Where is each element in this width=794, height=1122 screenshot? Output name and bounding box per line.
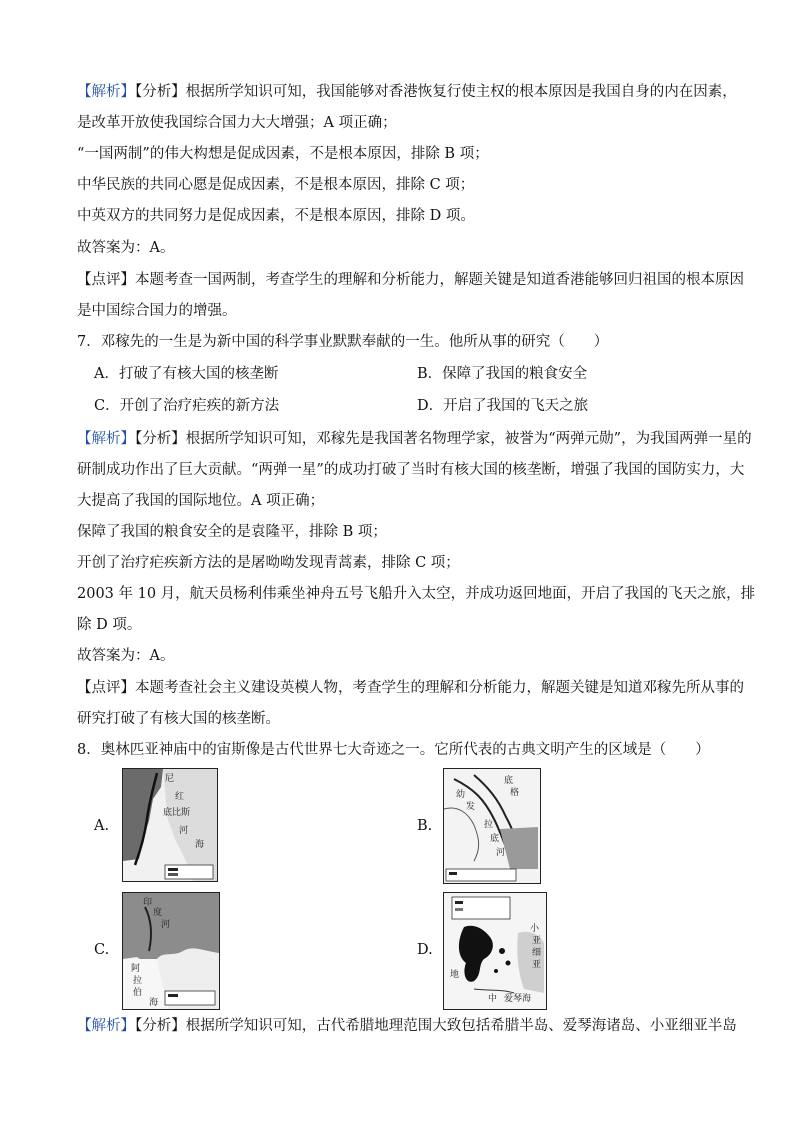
q6-analysis-line-4: 中华民族的共同心愿是促成因素，不是根本原因，排除 C 项； xyxy=(77,177,475,193)
q7-analysis-line-5: 开创了治疗疟疾新方法的是屠呦呦发现青蒿素，排除 C 项； xyxy=(77,555,460,571)
map-label: 海 xyxy=(195,840,205,850)
map-label: 海 xyxy=(149,998,159,1008)
q7-option-a[interactable]: A．打破了有核大国的核垄断 xyxy=(94,366,279,382)
map-label: 度 xyxy=(153,908,163,918)
q8-option-a-label[interactable]: A. xyxy=(94,818,110,834)
comment-text: 本题考查社会主义建设英模人物，考查学生的理解和分析能力，解题关键是知道邓稼先所从事的 xyxy=(135,680,744,696)
q8-analysis-line-1 xyxy=(77,1016,737,1036)
map-label: 底 xyxy=(504,776,514,786)
q6-comment-line-2: 是中国综合国力的增强。 xyxy=(77,303,237,319)
q8-map-c[interactable] xyxy=(122,892,220,1010)
mesopotamia-map-image xyxy=(444,769,540,883)
q6-analysis-line-2: 是改革开放使我国综合国力大大增强；A 项正确； xyxy=(77,115,397,131)
map-label: 拉 xyxy=(484,820,494,830)
q7-analysis-line-6: 2003 年 10 月，航天员杨利伟乘坐神舟五号飞船升入太空，并成功返回地面，开启了我国的飞天之旅，排 xyxy=(77,586,756,602)
q7-comment-line-2: 研究打破了有核大国的核垄断。 xyxy=(77,711,280,727)
map-label: 伯 xyxy=(133,988,143,998)
analysis-tag: 【解析】 xyxy=(77,431,135,447)
q7-option-c[interactable]: C．开创了治疗疟疾的新方法 xyxy=(94,398,280,414)
analysis-tag: 【解析】 xyxy=(77,1018,135,1034)
q8-stem: 8．奥林匹亚神庙中的宙斯像是古代世界七大奇迹之一。它所代表的古典文明产生的区域是（ ） xyxy=(77,742,710,758)
q8-option-c-label[interactable]: C. xyxy=(94,942,110,958)
q7-analysis-line-7: 除 D 项。 xyxy=(77,617,142,633)
q6-comment-line-1 xyxy=(77,270,744,290)
map-label: 底 xyxy=(490,834,500,844)
map-label: 格 xyxy=(510,788,520,798)
map-label: 细 xyxy=(532,948,542,958)
map-label: 幼 xyxy=(456,790,466,800)
map-label: 发 xyxy=(466,802,476,812)
q7-comment-line-1 xyxy=(77,678,744,698)
q7-analysis-line-4: 保障了我国的粮食安全的是袁隆平，排除 B 项； xyxy=(77,524,387,540)
map-label: 河 xyxy=(496,848,506,858)
q8-map-d[interactable] xyxy=(443,892,547,1010)
map-label: 底比斯 xyxy=(163,808,191,818)
map-label: 亚 xyxy=(532,936,542,946)
analysis-text: 【分析】根据所学知识可知，我国能够对香港恢复行使主权的根本原因是我国自身的内在因素， xyxy=(135,84,737,100)
q7-answer: 故答案为：A。 xyxy=(77,648,175,664)
comment-tag: 【点评】 xyxy=(77,680,135,696)
map-label: 爱琴海 xyxy=(504,994,532,1004)
q6-analysis-line-3: “一国两制”的伟大构想是促成因素，不是根本原因，排除 B 项； xyxy=(77,146,489,162)
map-label: 阿 xyxy=(131,964,141,974)
map-label: 小 xyxy=(530,924,540,934)
q7-analysis-line-2: 研制成功作出了巨大贡献。“两弹一星”的成功打破了当时有核大国的核垄断，增强了我国的国防实力，大 xyxy=(77,462,745,478)
map-label: 印 xyxy=(143,898,153,908)
q8-map-a[interactable] xyxy=(122,768,218,882)
map-label: 亚 xyxy=(532,960,542,970)
q6-answer: 故答案为：A。 xyxy=(77,240,175,256)
comment-text: 本题考查一国两制，考查学生的理解和分析能力，解题关键是知道香港能够回归祖国的根本原因 xyxy=(135,272,744,288)
q6-analysis-line-5: 中英双方的共同努力是促成因素，不是根本原因，排除 D 项。 xyxy=(77,208,475,224)
q8-option-b-label[interactable]: B. xyxy=(417,818,433,834)
map-label: 红 xyxy=(175,792,185,802)
q6-analysis-line-1 xyxy=(77,82,737,102)
analysis-tag: 【解析】 xyxy=(77,84,135,100)
map-label: 地 xyxy=(450,970,460,980)
q7-option-b[interactable]: B．保障了我国的粮食安全 xyxy=(417,366,588,382)
greece-map-image xyxy=(444,893,546,1009)
map-label: 河 xyxy=(179,826,189,836)
q7-analysis-line-3: 大提高了我国的国际地位。A 项正确； xyxy=(77,493,325,509)
map-label: 中 xyxy=(488,994,498,1004)
map-label: 尼 xyxy=(165,774,175,784)
comment-tag: 【点评】 xyxy=(77,272,135,288)
q7-option-d[interactable]: D．开启了我国的飞天之旅 xyxy=(417,398,589,414)
indus-map-image xyxy=(123,893,219,1009)
egypt-map-image xyxy=(123,769,217,881)
map-label: 河 xyxy=(161,920,171,930)
analysis-text: 【分析】根据所学知识可知，邓稼先是我国著名物理学家，被誉为“两弹元勋”，为我国两弹一星的 xyxy=(135,431,752,447)
q8-option-d-label[interactable]: D. xyxy=(417,942,433,958)
map-label: 拉 xyxy=(133,976,143,986)
q7-analysis-line-1 xyxy=(77,429,752,449)
q7-stem: 7．邓稼先的一生是为新中国的科学事业默默奉献的一生。他所从事的研究（ ） xyxy=(77,334,609,350)
analysis-text: 【分析】根据所学知识可知，古代希腊地理范围大致包括希腊半岛、爱琴海诸岛、小亚细亚半岛 xyxy=(135,1018,737,1034)
q8-map-b[interactable] xyxy=(443,768,541,884)
